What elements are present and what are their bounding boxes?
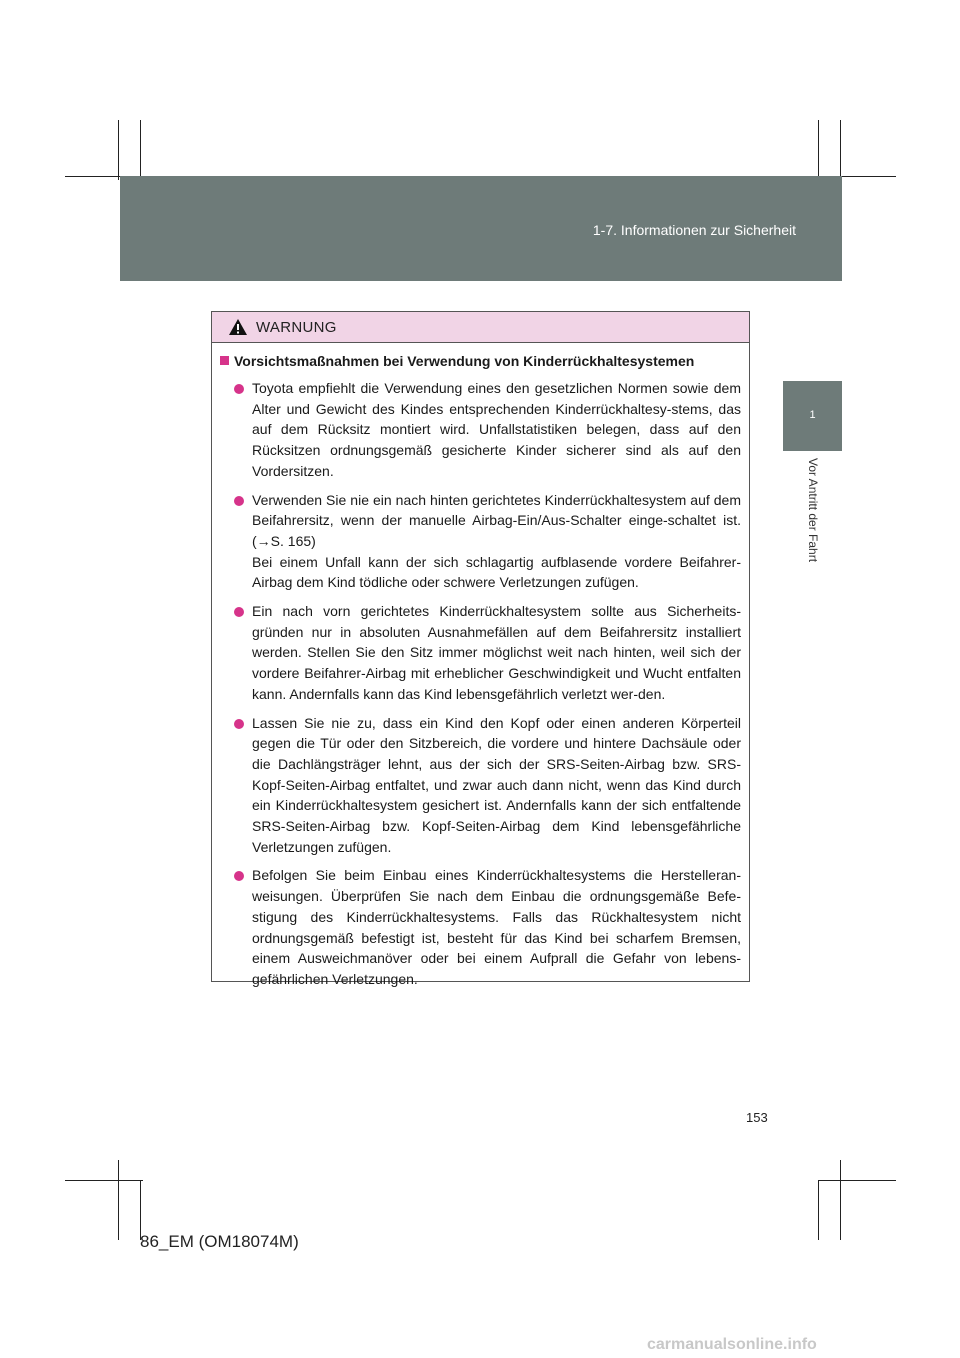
- warning-triangle-icon: [228, 318, 248, 336]
- chapter-tab: [783, 381, 842, 451]
- list-item: [220, 378, 741, 482]
- header-band: [120, 176, 842, 281]
- chapter-number: 1: [809, 409, 816, 421]
- warning-topic: [220, 353, 741, 369]
- circle-bullet-icon: [234, 607, 244, 617]
- crop-mark: [818, 120, 819, 180]
- page-number: 153: [746, 1110, 768, 1125]
- list-item-text: Ein nach vorn gerichtetes Kinderrückhaltesystem sollte aus Sicherheits-gründen nur in absoluten Ausnahmefällen auf dem Beifahrersitz installiert werden. Stellen Sie den Sitz immer möglichst weit nach hinten, weil sich der vordere Beifahrer-Airbag mit erheblicher Geschwindigkeit und Wucht entfalten kann. Andernfalls kann das Kind lebensgefährlich verletzt wer-den.: [252, 603, 741, 702]
- chapter-label: Vor Antritt der Fahrt: [806, 458, 820, 563]
- circle-bullet-icon: [234, 384, 244, 394]
- warning-body: [212, 343, 749, 990]
- section-title: 1-7. Informationen zur Sicherheit: [592, 222, 796, 238]
- crop-mark: [840, 120, 841, 180]
- list-item-text: Befolgen Sie beim Einbau eines Kinderrückhaltesystems die Herstelleran-weisungen. Überprüfen Sie nach dem Einbau die ordnungsgemäße Befe-stigung des Kinderrückhaltesystems. Falls das Rückhaltesystem nicht ordnungsgemäß befestigt ist, besteht für das Kind bei scharfem Bremsen, einem Ausweichmanöver oder bei einem Aufprall die Gefahr von lebens-gefährlichen Verletzungen.: [252, 867, 741, 987]
- crop-mark: [840, 1160, 841, 1240]
- watermark: carmanualsonline.info: [647, 1336, 817, 1353]
- warning-topic-text: Vorsichtsmaßnahmen bei Verwendung von Kinderrückhaltesystemen: [234, 353, 695, 369]
- crop-mark: [140, 1180, 141, 1240]
- list-item-text: Verwenden Sie nie ein nach hinten gerichtetes Kinderrückhaltesystem auf dem Beifahrersitz, wenn der manuelle Airbag-Ein/Aus-Schalter einge-schaltet ist. (→S. 165) Bei einem Unfall kann der sich schlagartig aufblasende vordere Beifahrer-Airbag dem Kind tödliche oder schwere Verletzungen zufügen.: [252, 491, 741, 591]
- circle-bullet-icon: [234, 719, 244, 729]
- document-code: 86_EM (OM18074M): [140, 1232, 299, 1251]
- list-item: [220, 490, 741, 594]
- crop-mark: [140, 120, 141, 180]
- crop-mark: [118, 1160, 119, 1240]
- warning-box: [211, 311, 750, 987]
- warning-header: [212, 312, 749, 343]
- crop-mark: [118, 120, 119, 180]
- list-item: [220, 713, 741, 858]
- list-item-text: Lassen Sie nie zu, dass ein Kind den Kopf oder einen anderen Körperteil gegen die Tür oder den Sitzbereich, die vordere und hintere Dachsäule oder die Dachlängsträger lehnt, aus der sich der SRS-Seiten-Airbag bzw. SRS-Kopf-Seiten-Airbag entfaltet, und zwar auch dann nicht, wenn das Kind durch ein Kinderrückhaltesystem gesichert ist. Andernfalls kann der sich entfaltende SRS-Seiten-Airbag bzw. Kopf-Seiten-Airbag dem Kind lebensgefährliche Verletzungen zufügen.: [252, 714, 741, 855]
- list-item: [220, 865, 741, 989]
- circle-bullet-icon: [234, 871, 244, 881]
- crop-mark: [818, 1180, 896, 1181]
- circle-bullet-icon: [234, 496, 244, 506]
- crop-mark: [65, 1180, 143, 1181]
- warning-title: WARNUNG: [256, 318, 337, 336]
- list-item-text: Toyota empfiehlt die Verwendung eines den gesetzlichen Normen sowie dem Alter und Gewicht des Kindes entsprechenden Kinderrückhaltesy-stems, das auf dem Rücksitz montiert wird. Unfallstatistiken belegen, dass auf den Rücksitzen ordnungsgemäß gesicherte Kinder sicherer sind als auf den Vordersitzen.: [252, 380, 741, 479]
- crop-mark: [818, 1180, 819, 1240]
- square-bullet-icon: [220, 356, 229, 365]
- list-item: [220, 601, 741, 705]
